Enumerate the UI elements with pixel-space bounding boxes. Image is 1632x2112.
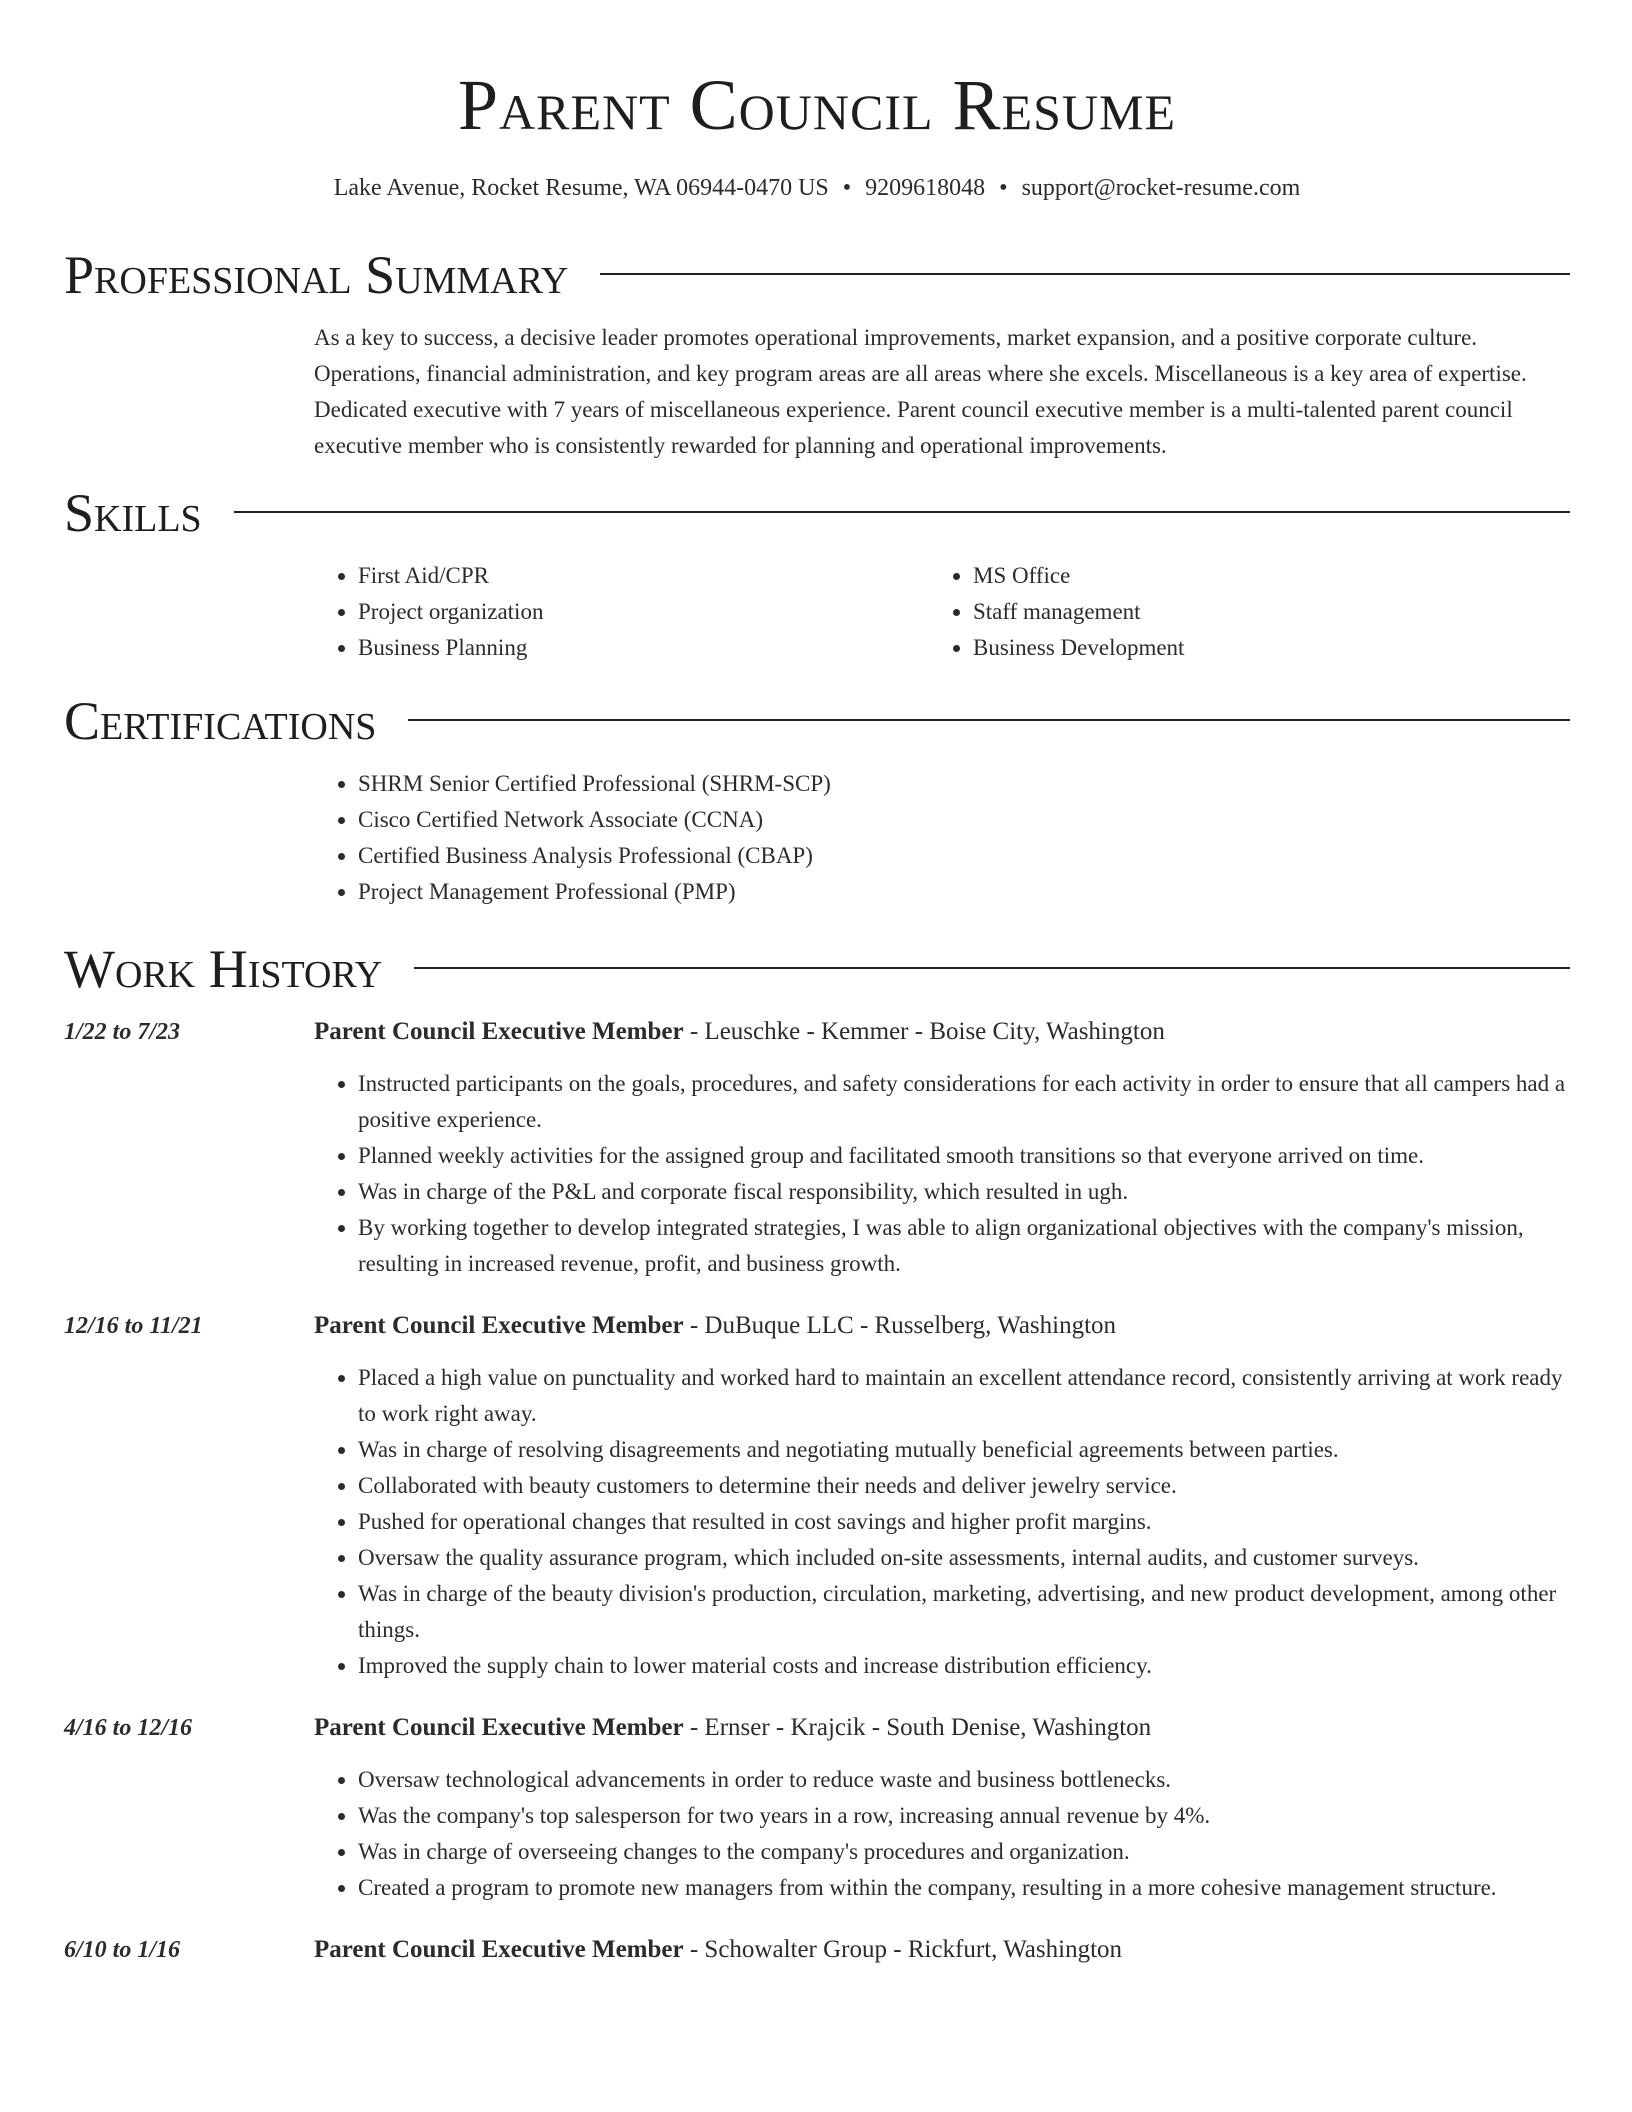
job-role: Parent Council Executive Member [314, 1018, 684, 1045]
certifications-title: Certifications [64, 691, 377, 751]
skill-item: • Business Development [973, 630, 1544, 666]
job-bullet: • Created a program to promote new managers from within the company, resulting in a more cohesive management structure. [358, 1870, 1570, 1906]
skill-item: • Business Planning [358, 630, 929, 666]
job-heading [314, 1014, 1570, 1050]
job-bullet: • Instructed participants on the goals, procedures, and safety considerations for each activity in order to ensure that all campers had a positive experience. [358, 1066, 1570, 1138]
certifications-section [64, 686, 1570, 910]
summary-section [64, 240, 1570, 464]
skills-grid [314, 558, 1570, 666]
work-history-header [64, 934, 1570, 1004]
job-bullet: • By working together to develop integrated strategies, I was able to align organizational objectives with the company's mission, resulting in increased revenue, profit, and business growth. [358, 1210, 1570, 1282]
skill-item: • MS Office [973, 558, 1544, 594]
job-bullet: • Oversaw technological advancements in order to reduce waste and business bottlenecks. [358, 1762, 1570, 1798]
job-content [314, 1710, 1570, 1906]
skill-item: • First Aid/CPR [358, 558, 929, 594]
work-history-title: Work History [64, 939, 383, 999]
job-content [314, 1308, 1570, 1684]
job-bullet: • Improved the supply chain to lower material costs and increase distribution efficiency. [358, 1648, 1570, 1684]
job-bullet: • Was in charge of the P&L and corporate fiscal responsibility, which resulted in ugh. [358, 1174, 1570, 1210]
certifications-list [314, 766, 1570, 910]
resume-title: Parent Council Resume [457, 65, 1177, 145]
certifications-header [64, 686, 1570, 756]
job-bullet: • Pushed for operational changes that resulted in cost savings and higher profit margins. [358, 1504, 1570, 1540]
job-heading [314, 1710, 1570, 1746]
job-bullet: • Oversaw the quality assurance program, which included on-site assessments, internal audits, and customer surveys. [358, 1540, 1570, 1576]
skills-list-left [314, 558, 929, 666]
section-divider [600, 273, 1570, 275]
contact-phone: 9209618048 [865, 175, 986, 201]
job-dates: 4/16 to 12/16 [64, 1715, 193, 1741]
job-entry [64, 1932, 1570, 1968]
contact-address: Lake Avenue, Rocket Resume, WA 06944-0470 US [333, 175, 829, 201]
job-bullet-list [314, 1762, 1570, 1906]
job-dates: 6/10 to 1/16 [64, 1937, 181, 1963]
certification-item: • SHRM Senior Certified Professional (SHRM-SCP) [358, 766, 1570, 802]
section-divider [414, 967, 1570, 969]
job-entry [64, 1710, 1570, 1906]
job-role: Parent Council Executive Member [314, 1936, 684, 1963]
skills-list-right [929, 558, 1544, 666]
job-dates: 1/22 to 7/23 [64, 1019, 181, 1045]
job-bullet: • Placed a high value on punctuality and worked hard to maintain an excellent attendance record, consistently arriving at work ready to work right away. [358, 1360, 1570, 1432]
job-employer: - Leuschke - Kemmer - Boise City, Washington [683, 1018, 1165, 1045]
job-bullet: • Was the company's top salesperson for two years in a row, increasing annual revenue by 4%. [358, 1798, 1570, 1834]
job-content [314, 1014, 1570, 1282]
summary-text: As a key to success, a decisive leader promotes operational improvements, market expansion, and a positive corporate culture. Operations, financial administration, and key program areas are all areas where she excels. Miscellaneous is a key area of expertise. Dedicated executive with 7 years of miscellaneous experience. Parent council executive member is a multi-talented parent council executive member who is consistently rewarded for planning and operational improvements. [314, 325, 1527, 458]
skills-header [64, 478, 1570, 548]
job-employer: - DuBuque LLC - Russelberg, Washington [683, 1312, 1117, 1339]
contact-separator: • [842, 175, 852, 201]
job-bullet: • Was in charge of resolving disagreements and negotiating mutually beneficial agreements between parties. [358, 1432, 1570, 1468]
summary-header [64, 240, 1570, 310]
job-bullet-list [314, 1360, 1570, 1684]
job-bullet: • Collaborated with beauty customers to determine their needs and deliver jewelry service. [358, 1468, 1570, 1504]
job-bullet: • Was in charge of overseeing changes to the company's procedures and organization. [358, 1834, 1570, 1870]
contact-separator: • [999, 175, 1008, 201]
skill-item: • Staff management [973, 594, 1544, 630]
contact-line [64, 172, 1570, 204]
section-divider [234, 511, 1570, 513]
skill-item: • Project organization [358, 594, 929, 630]
skills-body [314, 558, 1570, 666]
contact-email[interactable]: support@rocket-resume.com [1021, 175, 1301, 201]
summary-title: Professional Summary [64, 245, 569, 305]
skills-column-right [929, 558, 1544, 666]
section-divider [408, 719, 1570, 721]
skills-section [64, 478, 1570, 666]
summary-body [314, 320, 1570, 464]
certification-item: • Project Management Professional (PMP) [358, 874, 1570, 910]
work-history-section [64, 934, 1570, 1968]
job-content [314, 1932, 1570, 1968]
job-bullet: • Planned weekly activities for the assigned group and facilitated smooth transitions so that everyone arrived on time. [358, 1138, 1570, 1174]
job-bullet-list [314, 1066, 1570, 1282]
job-entry [64, 1014, 1570, 1282]
job-role: Parent Council Executive Member [314, 1312, 684, 1339]
job-heading [314, 1308, 1570, 1344]
job-bullet: • Was in charge of the beauty division's production, circulation, marketing, advertising, and new product development, among other things. [358, 1576, 1570, 1648]
job-heading [314, 1932, 1570, 1968]
job-employer: - Ernser - Krajcik - South Denise, Washington [683, 1714, 1152, 1741]
job-dates: 12/16 to 11/21 [64, 1313, 203, 1339]
certifications-body [314, 766, 1570, 910]
job-employer: - Schowalter Group - Rickfurt, Washington [683, 1936, 1123, 1963]
skills-column-left [314, 558, 929, 666]
certification-item: • Certified Business Analysis Professional (CBAP) [358, 838, 1570, 874]
skills-title: Skills [64, 483, 202, 543]
certification-item: • Cisco Certified Network Associate (CCNA) [358, 802, 1570, 838]
job-entry [64, 1308, 1570, 1684]
job-role: Parent Council Executive Member [314, 1714, 684, 1741]
